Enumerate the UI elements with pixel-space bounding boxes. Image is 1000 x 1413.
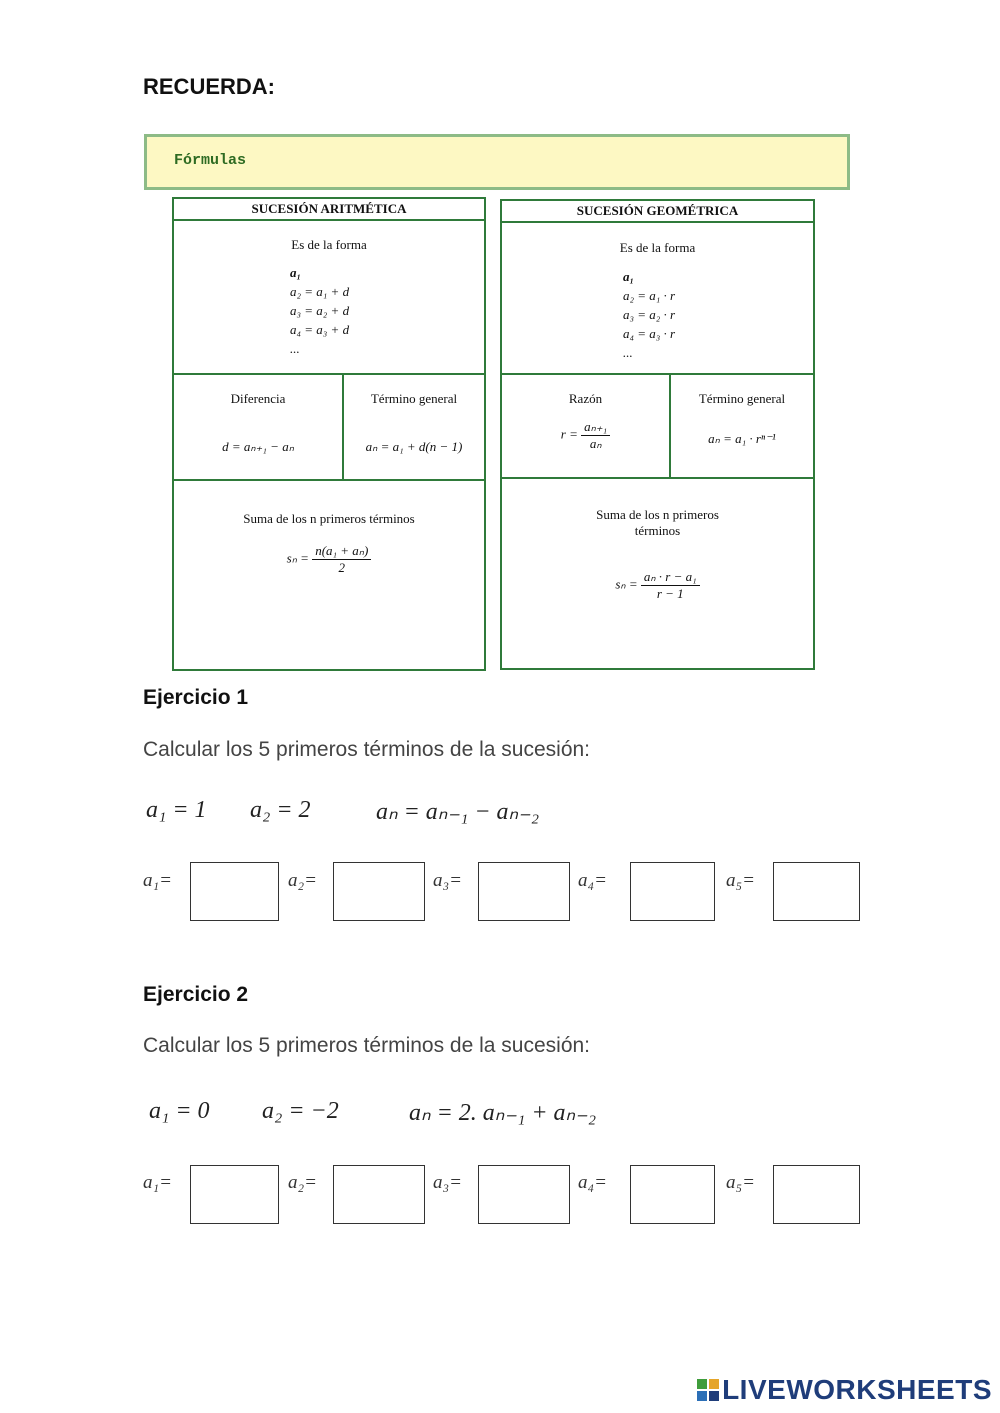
arithmetic-diff-formula: d = aₙ₊₁ − aₙ — [222, 439, 294, 454]
geometric-general-formula: aₙ = a₁ · rⁿ⁻¹ — [708, 431, 776, 446]
sum-label-line: Suma de los n primeros — [596, 507, 719, 522]
form-line: ... — [290, 341, 300, 356]
arithmetic-general-formula: aₙ = a₁ + d(n − 1) — [365, 439, 463, 454]
sum-fraction — [312, 543, 371, 576]
form-line: a₂ = a₁ + d — [290, 284, 350, 299]
form-line: ... — [623, 345, 633, 360]
exercise-2-given-a1: a₁ = 0 — [149, 1098, 210, 1124]
geometric-general-label: Término general — [698, 391, 786, 406]
geometric-form-lines — [623, 267, 675, 362]
arithmetic-form-label: Es de la forma — [291, 237, 367, 252]
geometric-sum-label — [502, 507, 813, 539]
exercise-1-label-a3: a₃= — [433, 870, 462, 891]
fraction-denominator: 2 — [338, 560, 345, 575]
exercise-1-answer-a5[interactable] — [773, 862, 860, 921]
geometric-panel — [500, 199, 815, 670]
geometric-sum-formula — [502, 569, 813, 602]
sum-lhs: sₙ = — [286, 550, 309, 566]
form-line: a₂ = a₁ · r — [623, 288, 676, 303]
arithmetic-sum-formula — [174, 543, 484, 576]
arithmetic-middle-row — [174, 373, 484, 481]
geometric-form-label: Es de la forma — [619, 240, 696, 255]
liveworksheets-logo-text: LIVEWORKSHEETS — [722, 1374, 992, 1405]
arithmetic-sum-label: Suma de los n primeros términos — [243, 511, 415, 526]
exercise-1-heading: Ejercicio 1 — [143, 686, 249, 709]
geometric-middle-row — [502, 373, 813, 479]
exercise-1-answer-a4[interactable] — [630, 862, 715, 921]
fraction-denominator: r − 1 — [656, 586, 684, 601]
fraction-denominator: aₙ — [589, 436, 602, 451]
form-line: a₁ — [290, 265, 302, 280]
exercise-2-label-a5: a₅= — [726, 1172, 755, 1193]
arithmetic-general-label: Término general — [370, 391, 458, 406]
formulas-title: Fórmulas — [174, 152, 247, 169]
exercise-1-instruction: Calcular los 5 primeros términos de la sucesión: — [143, 738, 591, 761]
exercise-2-label-a2: a₂= — [288, 1172, 317, 1193]
exercise-2-label-a4: a₄= — [578, 1172, 607, 1193]
form-line: a₃ = a₂ · r — [623, 307, 676, 322]
liveworksheets-logo-icon — [697, 1379, 719, 1401]
geometric-ratio-label: Razón — [568, 391, 603, 406]
exercise-1-label-a2: a₂= — [288, 870, 317, 891]
sum-lhs: sₙ = — [615, 576, 638, 592]
fraction-numerator: aₙ · r − a₁ — [641, 569, 700, 586]
form-line: a₁ — [623, 269, 635, 284]
liveworksheets-logo — [697, 1374, 992, 1406]
arithmetic-panel — [172, 197, 486, 671]
exercise-2-recurrence: aₙ = 2. aₙ₋₁ + aₙ₋₂ — [409, 1100, 597, 1126]
exercise-1-label-a5: a₅= — [726, 870, 755, 891]
exercise-1-label-a1: a₁= — [143, 870, 172, 891]
arithmetic-title: SUCESIÓN ARITMÉTICA — [174, 199, 484, 221]
fraction-numerator: n(a₁ + aₙ) — [312, 543, 371, 560]
form-line: a₄ = a₃ + d — [290, 322, 350, 337]
exercise-1-given-a1: a₁ = 1 — [146, 797, 207, 823]
sum-fraction — [641, 569, 700, 602]
fraction-numerator: aₙ₊₁ — [581, 419, 610, 436]
ratio-fraction — [581, 419, 610, 452]
exercise-2-given-a2: a₂ = −2 — [262, 1098, 339, 1124]
arithmetic-diff-label: Diferencia — [230, 391, 286, 406]
exercise-2-answer-a4[interactable] — [630, 1165, 715, 1224]
form-line: a₄ = a₃ · r — [623, 326, 676, 341]
exercise-2-heading: Ejercicio 2 — [143, 983, 249, 1006]
exercise-2-answer-a3[interactable] — [478, 1165, 570, 1224]
formulas-banner — [144, 134, 850, 190]
exercise-2-answer-a5[interactable] — [773, 1165, 860, 1224]
ratio-lhs: r = — [560, 426, 578, 442]
exercise-2-label-a1: a₁= — [143, 1172, 172, 1193]
recuerda-heading: RECUERDA: — [143, 74, 275, 99]
geometric-ratio-formula — [502, 419, 669, 452]
exercise-1-given-a2: a₂ = 2 — [250, 797, 311, 823]
exercise-2-answer-a1[interactable] — [190, 1165, 279, 1224]
form-line: a₃ = a₂ + d — [290, 303, 350, 318]
exercise-2-answer-a2[interactable] — [333, 1165, 425, 1224]
exercise-1-answer-a2[interactable] — [333, 862, 425, 921]
exercise-1-recurrence: aₙ = aₙ₋₁ − aₙ₋₂ — [376, 799, 540, 825]
exercise-1-answer-a3[interactable] — [478, 862, 570, 921]
exercise-2-label-a3: a₃= — [433, 1172, 462, 1193]
geometric-title: SUCESIÓN GEOMÉTRICA — [502, 201, 813, 223]
exercise-1-answer-a1[interactable] — [190, 862, 279, 921]
exercise-1-label-a4: a₄= — [578, 870, 607, 891]
exercise-2-instruction: Calcular los 5 primeros términos de la sucesión: — [143, 1034, 591, 1057]
sum-label-line: términos — [634, 523, 681, 538]
arithmetic-form-lines — [290, 263, 349, 358]
